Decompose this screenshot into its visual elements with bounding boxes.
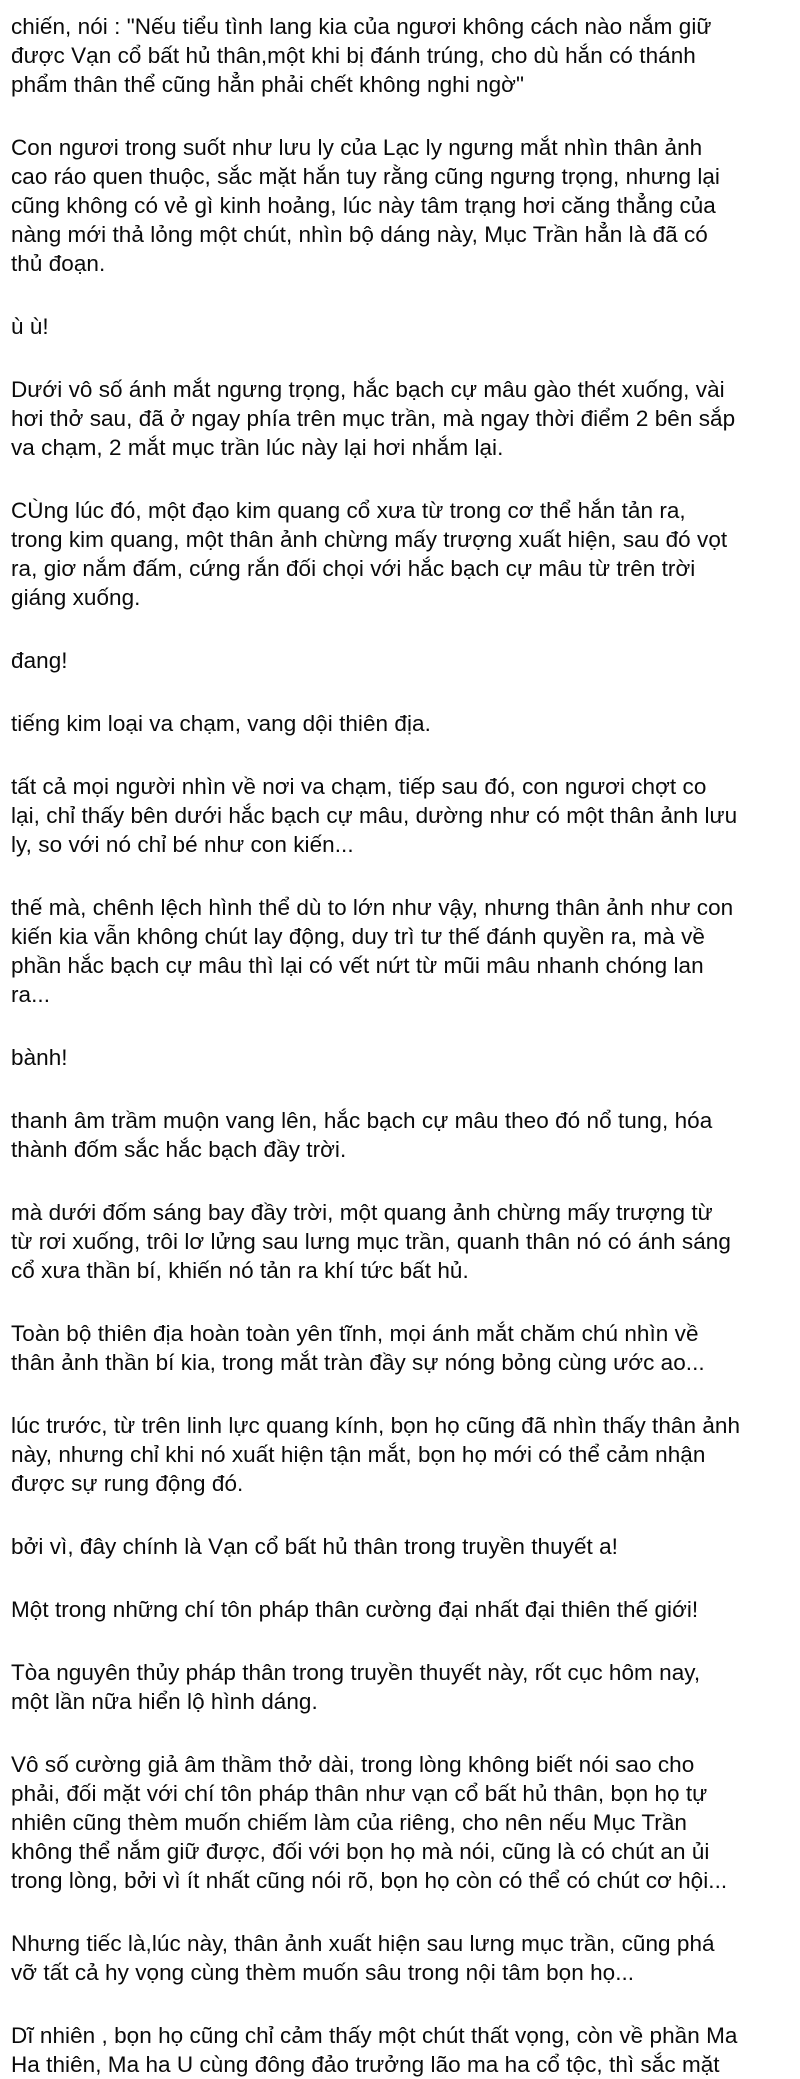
paragraph xyxy=(11,496,797,612)
text-line: không thể nắm giữ được, đối với bọn họ mà nói, cũng là có chút an ủi xyxy=(11,1839,710,1864)
text-line: cổ xưa thần bí, khiến nó tản ra khí tức bất hủ. xyxy=(11,1258,469,1283)
paragraph xyxy=(11,1532,797,1561)
text-line: thân ảnh thần bí kia, trong mắt tràn đầy sự nóng bỏng cùng ước ao... xyxy=(11,1350,705,1375)
text-line: ly, so với nó chỉ bé như con kiến... xyxy=(11,832,354,857)
paragraph xyxy=(11,1043,797,1072)
paragraph xyxy=(11,1198,797,1285)
text-line: giáng xuống. xyxy=(11,585,141,610)
text-line: tiếng kim loại va chạm, vang dội thiên địa. xyxy=(11,711,431,736)
paragraph xyxy=(11,646,797,675)
text-line: cao ráo quen thuộc, sắc mặt hắn tuy rằng cũng ngưng trọng, nhưng lại xyxy=(11,164,720,189)
text-line: thủ đoạn. xyxy=(11,251,106,276)
paragraph xyxy=(11,1595,797,1624)
text-line: thành đốm sắc hắc bạch đầy trời. xyxy=(11,1137,347,1162)
text-line: Dưới vô số ánh mắt ngưng trọng, hắc bạch cự mâu gào thét xuống, vài xyxy=(11,377,725,402)
paragraph xyxy=(11,12,797,99)
text-line: từ rơi xuống, trôi lơ lửng sau lưng mục trần, quanh thân nó có ánh sáng xyxy=(11,1229,731,1254)
text-line: bởi vì, đây chính là Vạn cổ bất hủ thân trong truyền thuyết a! xyxy=(11,1534,618,1559)
text-body xyxy=(11,12,800,2079)
text-line: Dĩ nhiên , bọn họ cũng chỉ cảm thấy một chút thất vọng, còn về phần Ma xyxy=(11,2023,738,2048)
text-line: Ha thiên, Ma ha U cùng đông đảo trưởng lão ma ha cổ tộc, thì sắc mặt xyxy=(11,2052,720,2077)
text-line: phải, đối mặt với chí tôn pháp thân như vạn cổ bất hủ thân, bọn họ tự xyxy=(11,1781,708,1806)
text-line: Tòa nguyên thủy pháp thân trong truyền thuyết này, rốt cục hôm nay, xyxy=(11,1660,701,1685)
text-line: trong kim quang, một thân ảnh chừng mấy trượng xuất hiện, sau đó vọt xyxy=(11,527,728,552)
paragraph xyxy=(11,1750,797,1895)
text-line: nhiên cũng thèm muốn chiếm làm của riêng, cho nên nếu Mục Trần xyxy=(11,1810,687,1835)
text-line: kiến kia vẫn không chút lay động, duy trì tư thế đánh quyền ra, mà về xyxy=(11,924,705,949)
text-line: lúc trước, từ trên linh lực quang kính, bọn họ cũng đã nhìn thấy thân ảnh xyxy=(11,1413,741,1438)
text-line: tất cả mọi người nhìn về nơi va chạm, tiếp sau đó, con ngươi chợt co xyxy=(11,774,707,799)
text-line: được sự rung động đó. xyxy=(11,1471,244,1496)
text-line: một lần nữa hiển lộ hình dáng. xyxy=(11,1689,318,1714)
paragraph xyxy=(11,312,797,341)
text-line: Vô số cường giả âm thầm thở dài, trong lòng không biết nói sao cho xyxy=(11,1752,695,1777)
paragraph xyxy=(11,2021,797,2079)
paragraph xyxy=(11,1411,797,1498)
text-line: này, nhưng chỉ khi nó xuất hiện tận mắt, bọn họ mới có thể cảm nhận xyxy=(11,1442,706,1467)
paragraph xyxy=(11,1929,797,1987)
paragraph xyxy=(11,375,797,462)
text-line: phần hắc bạch cự mâu thì lại có vết nứt từ mũi mâu nhanh chóng lan xyxy=(11,953,704,978)
text-line: Con ngươi trong suốt như lưu ly của Lạc ly ngưng mắt nhìn thân ảnh xyxy=(11,135,703,160)
text-line: Nhưng tiếc là,lúc này, thân ảnh xuất hiện sau lưng mục trần, cũng phá xyxy=(11,1931,715,1956)
text-line: thế mà, chênh lệch hình thể dù to lớn như vậy, nhưng thân ảnh như con xyxy=(11,895,734,920)
text-line: ra, giơ nắm đấm, cứng rắn đối chọi với hắc bạch cự mâu từ trên trời xyxy=(11,556,696,581)
paragraph xyxy=(11,772,797,859)
text-line: được Vạn cổ bất hủ thân,một khi bị đánh trúng, cho dù hắn có thánh xyxy=(11,43,696,68)
text-line: mà dưới đốm sáng bay đầy trời, một quang ảnh chừng mấy trượng từ xyxy=(11,1200,713,1225)
text-line: va chạm, 2 mắt mục trần lúc này lại hơi nhắm lại. xyxy=(11,435,504,460)
text-line: Toàn bộ thiên địa hoàn toàn yên tĩnh, mọi ánh mắt chăm chú nhìn về xyxy=(11,1321,699,1346)
text-line: Một trong những chí tôn pháp thân cường đại nhất đại thiên thế giới! xyxy=(11,1597,699,1622)
text-line: cũng không có vẻ gì kinh hoảng, lúc này tâm trạng hơi căng thẳng của xyxy=(11,193,716,218)
paragraph xyxy=(11,1319,797,1377)
text-line: ra... xyxy=(11,982,51,1007)
text-line: bành! xyxy=(11,1045,68,1070)
text-line: vỡ tất cả hy vọng cùng thèm muốn sâu trong nội tâm bọn họ... xyxy=(11,1960,635,1985)
text-line: CÙng lúc đó, một đạo kim quang cổ xưa từ trong cơ thể hắn tản ra, xyxy=(11,498,686,523)
text-line: ù ù! xyxy=(11,314,49,339)
text-line: thanh âm trầm muộn vang lên, hắc bạch cự mâu theo đó nổ tung, hóa xyxy=(11,1108,713,1133)
text-line: lại, chỉ thấy bên dưới hắc bạch cự mâu, dường như có một thân ảnh lưu xyxy=(11,803,738,828)
paragraph xyxy=(11,1106,797,1164)
text-line: nàng mới thả lỏng một chút, nhìn bộ dáng này, Mục Trần hẳn là đã có xyxy=(11,222,708,247)
text-line: hơi thở sau, đã ở ngay phía trên mục trần, mà ngay thời điểm 2 bên sắp xyxy=(11,406,736,431)
paragraph xyxy=(11,893,797,1009)
paragraph xyxy=(11,133,797,278)
paragraph xyxy=(11,709,797,738)
paragraph xyxy=(11,1658,797,1716)
text-line: phẩm thân thể cũng hẳn phải chết không nghi ngờ" xyxy=(11,72,525,97)
text-line: đang! xyxy=(11,648,68,673)
text-line: chiến, nói : "Nếu tiểu tình lang kia của ngươi không cách nào nắm giữ xyxy=(11,14,712,39)
text-line: trong lòng, bởi vì ít nhất cũng nói rõ, bọn họ còn có thể có chút cơ hội... xyxy=(11,1868,728,1893)
